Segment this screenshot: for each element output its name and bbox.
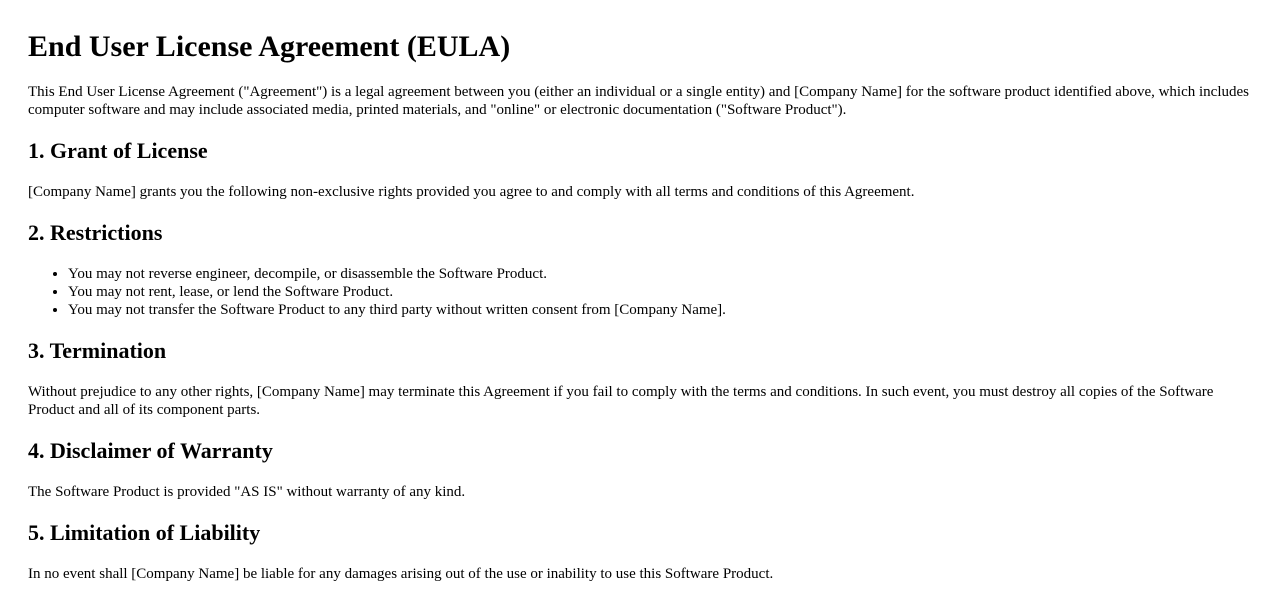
section-heading-grant-of-license: 1. Grant of License [28,138,208,163]
section-heading-limitation-of-liability: 5. Limitation of Liability [28,520,261,545]
list-item: • You may not reverse engineer, decompile, or disassemble the Software Product. [68,265,1250,283]
list-item: • You may not rent, lease, or lend the Software Product. [68,283,1250,301]
restrictions-list [28,265,1250,319]
intro-paragraph: This End User License Agreement ("Agreement") is a legal agreement between you (either an individual or a single entity) and [Company Name] for the software product identified above, which includes computer software and may include associated media, printed materials, and "online" or electronic documentation ("Software Product"). [28,84,1249,118]
section-text-termination: Without prejudice to any other rights, [Company Name] may terminate this Agreement if you fail to comply with the terms and conditions. In such event, you must destroy all copies of the Software Product and all of its component parts. [28,384,1214,418]
section-heading-restrictions: 2. Restrictions [28,220,163,245]
section-heading-disclaimer-of-warranty: 4. Disclaimer of Warranty [28,438,273,463]
section-text-grant-of-license: [Company Name] grants you the following non-exclusive rights provided you agree to and comply with all terms and conditions of this Agreement. [28,184,915,200]
section-text-disclaimer-of-warranty: The Software Product is provided "AS IS" without warranty of any kind. [28,484,466,500]
section-heading-termination: 3. Termination [28,338,167,363]
page-title: End User License Agreement (EULA) [28,30,511,63]
section-text-limitation-of-liability: In no event shall [Company Name] be liable for any damages arising out of the use or inability to use this Software Product. [28,566,774,582]
list-item: • You may not transfer the Software Product to any third party without written consent from [Company Name]. [68,301,1250,319]
